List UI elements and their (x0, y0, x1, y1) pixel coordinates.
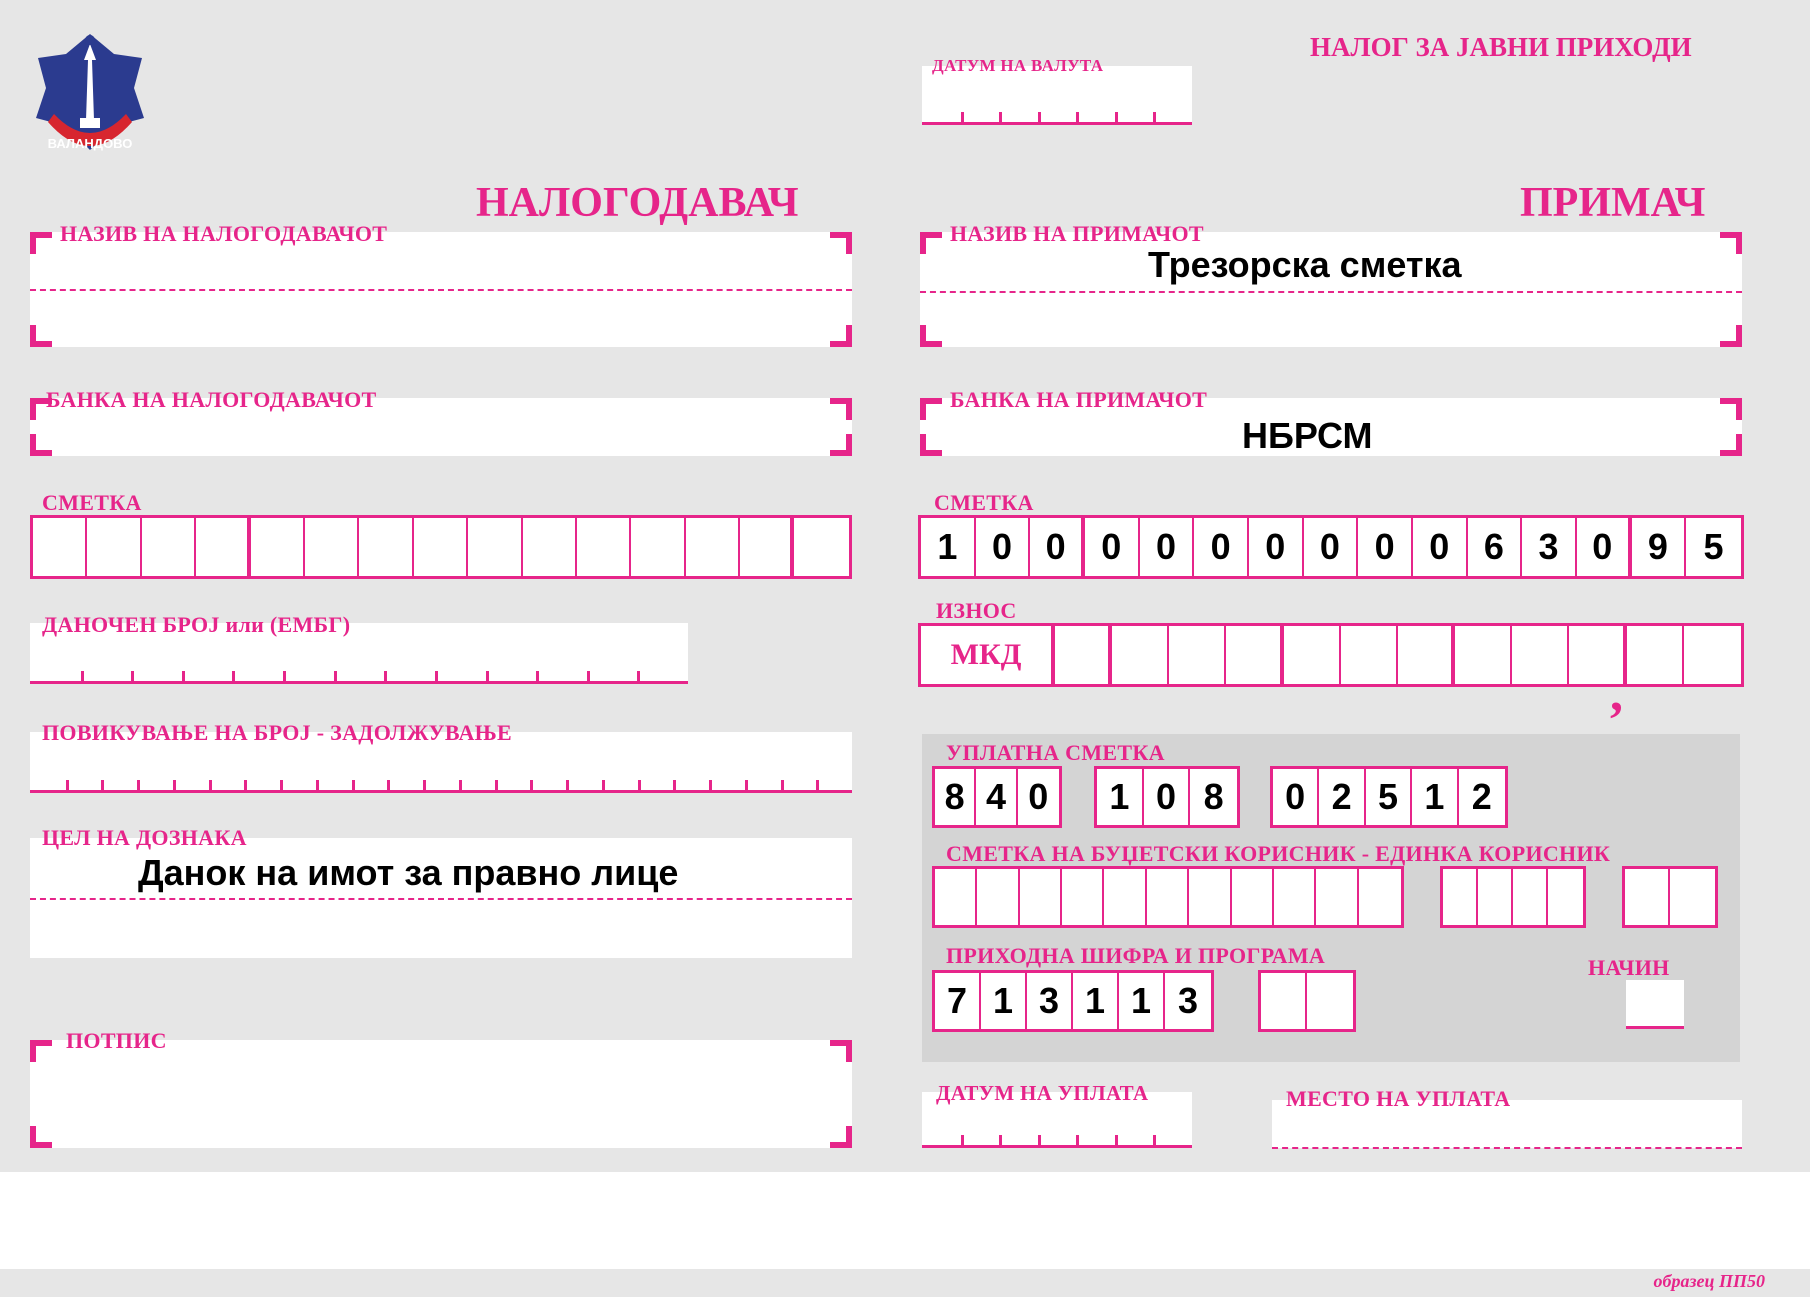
tick-mark (352, 780, 355, 792)
tick-mark (673, 780, 676, 792)
digit-cell[interactable] (935, 869, 977, 925)
footer-strip (0, 1269, 1810, 1297)
digit-cell[interactable]: 1 (1119, 973, 1165, 1029)
tick-mark (1038, 112, 1041, 124)
corner-mark (920, 434, 942, 456)
tick-mark (486, 671, 489, 683)
digit-cell[interactable]: 1 (981, 973, 1027, 1029)
payer-purpose-value: Данок на имот за правно лице (138, 852, 679, 893)
tick-mark (182, 671, 185, 683)
payer-signature-label: ПОТПИС (66, 1028, 167, 1053)
recipient-name-label: НАЗИВ НА ПРИМАЧОТ (950, 221, 1204, 246)
tick-mark (232, 671, 235, 683)
recipient-bank-value: НБРСМ (1242, 415, 1373, 456)
digit-cell[interactable]: 0 (1249, 518, 1304, 576)
valandovo-coat-of-arms-logo (34, 30, 146, 162)
digit-cell[interactable] (631, 518, 685, 576)
tick-mark (423, 780, 426, 792)
method-baseline (1626, 1026, 1684, 1029)
payment-place-label: МЕСТО НА УПЛАТА (1286, 1086, 1511, 1111)
digit-cell[interactable] (1307, 973, 1353, 1029)
digit-cell[interactable]: 5 (1703, 526, 1724, 567)
digit-cell[interactable] (1316, 869, 1358, 925)
tick-mark (1153, 112, 1156, 124)
tick-mark (709, 780, 712, 792)
digit-cell[interactable]: 0 (1413, 518, 1468, 576)
value-date-label: ДАТУМ НА ВАЛУТА (932, 56, 1104, 75)
corner-mark (920, 232, 942, 254)
user-account-group-2[interactable] (1440, 866, 1586, 928)
digit-cell[interactable]: 0 (1577, 518, 1632, 576)
digit-cell[interactable] (740, 518, 794, 576)
digit-cell[interactable]: 1 (1412, 769, 1458, 825)
digit-cell[interactable]: 1 (1073, 973, 1119, 1029)
digit-cell[interactable] (1284, 626, 1341, 684)
corner-mark (1720, 434, 1742, 456)
digit-cell[interactable]: 0 (1085, 518, 1140, 576)
recipient-account-label: СМЕТКА (934, 490, 1034, 515)
corner-mark (1720, 325, 1742, 347)
payment-account-group-1[interactable] (932, 766, 1062, 828)
digit-cell[interactable]: 3 (1177, 980, 1199, 1021)
tick-mark (280, 780, 283, 792)
recipient-heading: ПРИМАЧ (1520, 180, 1706, 226)
payer-bank-label: БАНКА НА НАЛОГОДАВАЧОТ (46, 387, 377, 412)
recipient-account-cells[interactable] (918, 515, 1744, 579)
corner-mark (920, 325, 942, 347)
payer-tax-id-ticks (30, 669, 688, 683)
tick-mark (816, 780, 819, 792)
digit-cell[interactable] (196, 518, 250, 576)
digit-cell[interactable] (1513, 869, 1548, 925)
digit-cell[interactable] (359, 518, 413, 576)
tick-mark (283, 671, 286, 683)
tick-mark (745, 780, 748, 792)
corner-mark (30, 325, 52, 347)
corner-mark (830, 325, 852, 347)
currency-cell: МКД (921, 626, 1055, 684)
tick-mark (101, 780, 104, 792)
tick-mark (459, 780, 462, 792)
payment-date-ticks (922, 1133, 1192, 1147)
digit-cell[interactable] (577, 518, 631, 576)
tick-mark (435, 671, 438, 683)
tick-mark (638, 780, 641, 792)
tick-mark (1038, 1135, 1041, 1147)
digit-cell[interactable]: 5 (1366, 769, 1412, 825)
payer-heading: НАЛОГОДАВАЧ (476, 180, 799, 226)
digit-cell[interactable]: 0 (976, 518, 1031, 576)
digit-cell[interactable]: 2 (1471, 776, 1492, 817)
digit-cell[interactable] (1147, 869, 1189, 925)
digit-cell[interactable] (33, 518, 87, 576)
digit-cell[interactable]: 0 (1144, 769, 1191, 825)
digit-cell[interactable]: 0 (1304, 518, 1359, 576)
payer-name-divider (30, 289, 852, 291)
digit-cell[interactable]: 0 (1140, 518, 1195, 576)
digit-cell[interactable] (1189, 869, 1231, 925)
digit-cell[interactable] (1359, 869, 1401, 925)
digit-cell[interactable] (1443, 869, 1478, 925)
payer-signature-field[interactable] (30, 1040, 852, 1148)
digit-cell[interactable]: 0 (1358, 518, 1413, 576)
digit-cell[interactable]: 8 (1203, 776, 1224, 817)
digit-cell[interactable]: 9 (1632, 518, 1687, 576)
recipient-amount-label: ИЗНОС (936, 598, 1017, 623)
digit-cell[interactable] (142, 518, 196, 576)
tick-mark (384, 671, 387, 683)
corner-mark (30, 232, 52, 254)
corner-mark (830, 434, 852, 456)
recipient-bank-label: БАНКА НА ПРИМАЧОТ (950, 387, 1208, 412)
tick-mark (334, 671, 337, 683)
digit-cell[interactable] (1455, 626, 1512, 684)
digit-cell[interactable] (1341, 626, 1398, 684)
digit-cell[interactable] (1548, 869, 1583, 925)
digit-cell[interactable] (523, 518, 577, 576)
svg-text:ВАЛАНДОВО: ВАЛАНДОВО (47, 136, 133, 151)
payment-date-label: ДАТУМ НА УПЛАТА (936, 1081, 1149, 1105)
tick-mark (1115, 1135, 1118, 1147)
digit-cell[interactable] (794, 518, 848, 576)
digit-cell[interactable] (1226, 626, 1283, 684)
digit-cell[interactable] (1104, 869, 1146, 925)
digit-cell[interactable]: 3 (1027, 973, 1073, 1029)
amount-digit-cells[interactable] (1055, 626, 1741, 684)
digit-cell[interactable] (1169, 626, 1226, 684)
revenue-code-label: ПРИХОДНА ШИФРА И ПРОГРАМА (946, 943, 1326, 968)
tick-mark (131, 671, 134, 683)
digit-cell[interactable] (251, 518, 305, 576)
recipient-name-divider (920, 291, 1742, 293)
corner-mark (830, 232, 852, 254)
tick-mark (602, 780, 605, 792)
digit-cell[interactable] (1274, 869, 1316, 925)
digit-cell[interactable]: 0 (1030, 518, 1085, 576)
payer-reference-label: ПОВИКУВАЊЕ НА БРОЈ - ЗАДОЛЖУВАЊЕ (42, 720, 512, 745)
digit-cell[interactable] (1512, 626, 1569, 684)
corner-mark (30, 1040, 52, 1062)
corner-mark (1720, 232, 1742, 254)
digit-cell[interactable] (686, 518, 740, 576)
digit-cell[interactable] (414, 518, 468, 576)
digit-cell[interactable] (977, 869, 1019, 925)
payer-account-label: СМЕТКА (42, 490, 142, 515)
payment-account-label: УПЛАТНА СМЕТКА (946, 740, 1165, 765)
tick-mark (637, 671, 640, 683)
user-account-group-3[interactable] (1622, 866, 1718, 928)
digit-cell[interactable]: 7 (935, 973, 981, 1029)
digit-cell[interactable]: 1 (921, 518, 976, 576)
digit-cell[interactable] (1020, 869, 1062, 925)
tick-mark (173, 780, 176, 792)
corner-mark (30, 1126, 52, 1148)
payment-account-group-2[interactable] (1094, 766, 1240, 828)
digit-cell[interactable] (1261, 973, 1307, 1029)
payer-name-label: НАЗИВ НА НАЛОГОДАВАЧОТ (60, 221, 388, 246)
corner-mark (1720, 398, 1742, 420)
tick-mark (1153, 1135, 1156, 1147)
digit-cell[interactable] (1684, 626, 1741, 684)
digit-cell[interactable] (1627, 626, 1684, 684)
recipient-name-value: Трезорска сметка (1148, 244, 1462, 285)
digit-cell[interactable]: 6 (1468, 518, 1523, 576)
method-field[interactable] (1626, 980, 1684, 1026)
program-cells[interactable] (1258, 970, 1356, 1032)
digit-cell[interactable] (1112, 626, 1169, 684)
tick-mark (566, 780, 569, 792)
tick-mark (1115, 112, 1118, 124)
payer-purpose-label: ЦЕЛ НА ДОЗНАКА (42, 825, 247, 850)
tick-mark (1076, 112, 1079, 124)
digit-cell[interactable]: 2 (1319, 769, 1365, 825)
user-account-group-1[interactable] (932, 866, 1404, 928)
digit-cell[interactable]: 8 (935, 769, 976, 825)
payment-account-group-3[interactable] (1270, 766, 1508, 828)
tick-mark (536, 671, 539, 683)
corner-mark (830, 1040, 852, 1062)
tick-mark (999, 1135, 1002, 1147)
corner-mark (30, 434, 52, 456)
digit-cell[interactable] (1055, 626, 1112, 684)
corner-mark (830, 398, 852, 420)
revenue-code-cells[interactable] (932, 970, 1214, 1032)
tick-mark (244, 780, 247, 792)
digit-cell[interactable]: 0 (1194, 518, 1249, 576)
payer-reference-ticks (30, 778, 852, 792)
digit-cell[interactable]: 0 (1028, 776, 1049, 817)
tick-mark (961, 112, 964, 124)
tick-mark (587, 671, 590, 683)
decimal-separator: , (1610, 665, 1623, 722)
digit-cell[interactable] (87, 518, 141, 576)
payment-place-divider (1272, 1147, 1742, 1149)
digit-cell[interactable]: 0 (1273, 769, 1319, 825)
payer-tax-id-label: ДАНОЧЕН БРОЈ или (ЕМБГ) (42, 612, 351, 637)
digit-cell[interactable]: 3 (1522, 518, 1577, 576)
tick-mark (387, 780, 390, 792)
payer-purpose-divider (30, 898, 852, 900)
corner-mark (830, 1126, 852, 1148)
tick-mark (209, 780, 212, 792)
tick-mark (961, 1135, 964, 1147)
tick-mark (66, 780, 69, 792)
tick-mark (316, 780, 319, 792)
tick-mark (530, 780, 533, 792)
digit-cell[interactable] (305, 518, 359, 576)
payer-account-cells[interactable] (30, 515, 852, 579)
digit-cell[interactable] (468, 518, 522, 576)
user-account-label: СМЕТКА НА БУЏЕТСКИ КОРИСНИК - ЕДИНКА КОРИСНИК (946, 841, 1611, 866)
tick-mark (1076, 1135, 1079, 1147)
tick-mark (137, 780, 140, 792)
form-title: НАЛОГ ЗА ЈАВНИ ПРИХОДИ (1310, 32, 1692, 62)
tick-mark (781, 780, 784, 792)
form-code: образец ПП50 (1653, 1271, 1765, 1291)
digit-cell[interactable] (1625, 869, 1670, 925)
digit-cell[interactable] (1062, 869, 1104, 925)
digit-cell[interactable] (1670, 869, 1715, 925)
digit-cell[interactable] (1398, 626, 1455, 684)
value-date-ticks (922, 110, 1192, 124)
method-label: НАЧИН (1588, 955, 1670, 980)
tick-mark (495, 780, 498, 792)
digit-cell[interactable] (1232, 869, 1274, 925)
corner-mark (920, 398, 942, 420)
tick-mark (81, 671, 84, 683)
digit-cell[interactable]: 1 (1097, 769, 1144, 825)
digit-cell[interactable] (1478, 869, 1513, 925)
tick-mark (999, 112, 1002, 124)
digit-cell[interactable]: 4 (976, 769, 1017, 825)
